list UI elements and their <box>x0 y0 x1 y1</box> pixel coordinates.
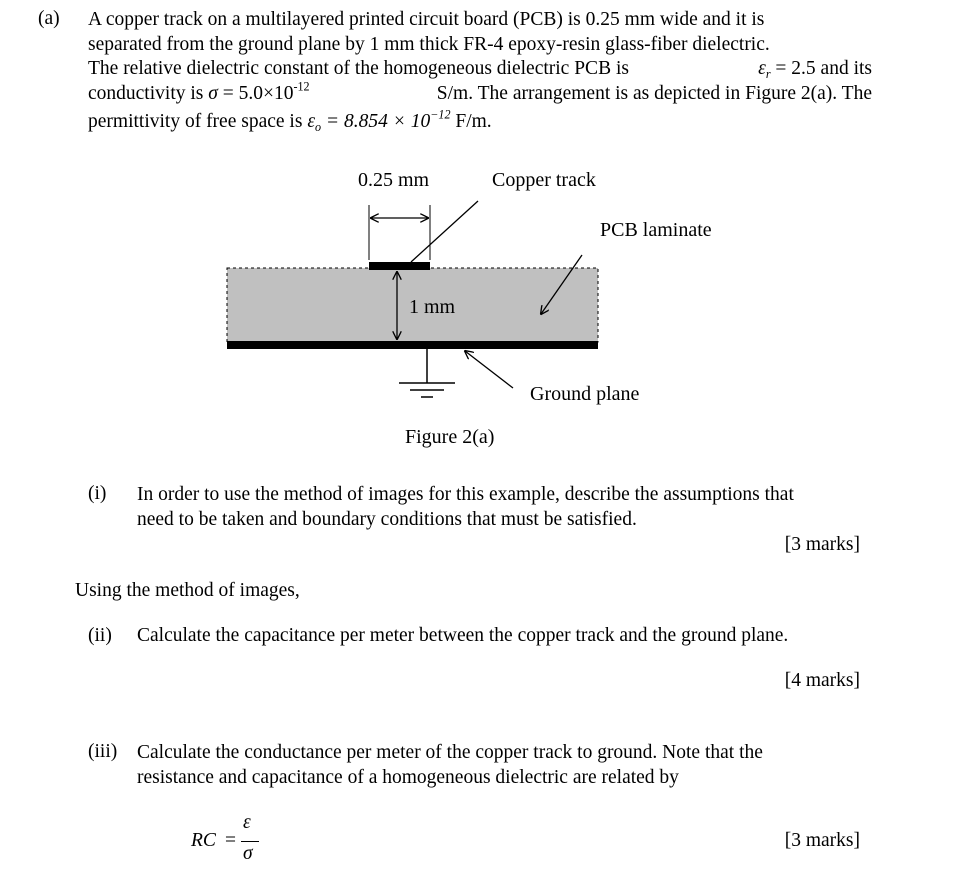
q2-label: (ii) <box>88 625 112 646</box>
part-a-label: (a) <box>38 8 60 29</box>
copper-track <box>369 262 430 270</box>
ground-plane-label: Ground plane <box>530 383 640 405</box>
sigma-symbol: σ <box>208 82 218 104</box>
ground-symbol-icon <box>399 349 455 397</box>
q1-line-1: In order to use the method of images for this example, describe the assumptions that <box>137 484 794 505</box>
rc-formula <box>191 812 271 868</box>
part-a-line-1: A copper track on a multilayered printed circuit board (PCB) is 0.25 mm wide and it is <box>88 9 765 30</box>
epsilon-0-symbol: ε <box>307 111 315 132</box>
part-a-line-5: permittivity of free space is $\varepsilon_o = 8.854 \times 10^{-12}$ F/m. <box>88 107 492 135</box>
formula-lhs: RC <box>191 830 216 851</box>
figure-caption: Figure 2(a) <box>405 426 495 448</box>
width-label: 0.25 mm <box>358 169 430 191</box>
formula-denominator: σ <box>243 843 253 864</box>
part-a-line-2: separated from the ground plane by 1 mm thick FR-4 epoxy-resin glass-fiber dielectric. <box>88 33 770 55</box>
ground-plane-leader <box>465 351 513 388</box>
q1-text <box>137 483 872 532</box>
q1-label: (i) <box>88 483 107 504</box>
part-a-line-4: conductivity is $\sigma = 5.0\times 10^{-12}$ S/m. The arrangement is as depicted in Figure 2(a). The <box>88 78 872 104</box>
q3-text <box>137 741 872 790</box>
formula-numerator: ε <box>243 812 251 833</box>
q2-text: Calculate the capacitance per meter between the copper track and the ground plane. <box>137 625 789 646</box>
fraction-bar <box>241 841 259 842</box>
q3-marks: [3 marks] <box>784 830 860 851</box>
copper-track-label: Copper track <box>492 169 596 191</box>
q2-marks: [4 marks] <box>784 670 860 691</box>
q3-line-1: Calculate the conductance per meter of the copper track to ground. Note that the <box>137 742 763 763</box>
pcb-laminate-label: PCB laminate <box>600 219 712 241</box>
q1-line-2: need to be taken and boundary conditions that must be satisfied. <box>137 508 637 530</box>
copper-track-leader <box>411 201 478 262</box>
q1-marks: [3 marks] <box>784 534 860 555</box>
part-a-line-3: The relative dielectric constant of the homogeneous dielectric PCB is $\varepsilon_r = 2.5$ and its <box>88 58 872 82</box>
q3-label: (iii) <box>88 741 118 762</box>
thickness-label: 1 mm <box>409 296 456 318</box>
q3-line-2: resistance and capacitance of a homogeneous dielectric are related by <box>137 766 679 788</box>
epsilon-r-symbol: ε <box>758 58 766 79</box>
formula-equals: = <box>225 830 236 851</box>
method-intro: Using the method of images, <box>75 580 300 601</box>
ground-plane-conductor <box>227 341 598 349</box>
